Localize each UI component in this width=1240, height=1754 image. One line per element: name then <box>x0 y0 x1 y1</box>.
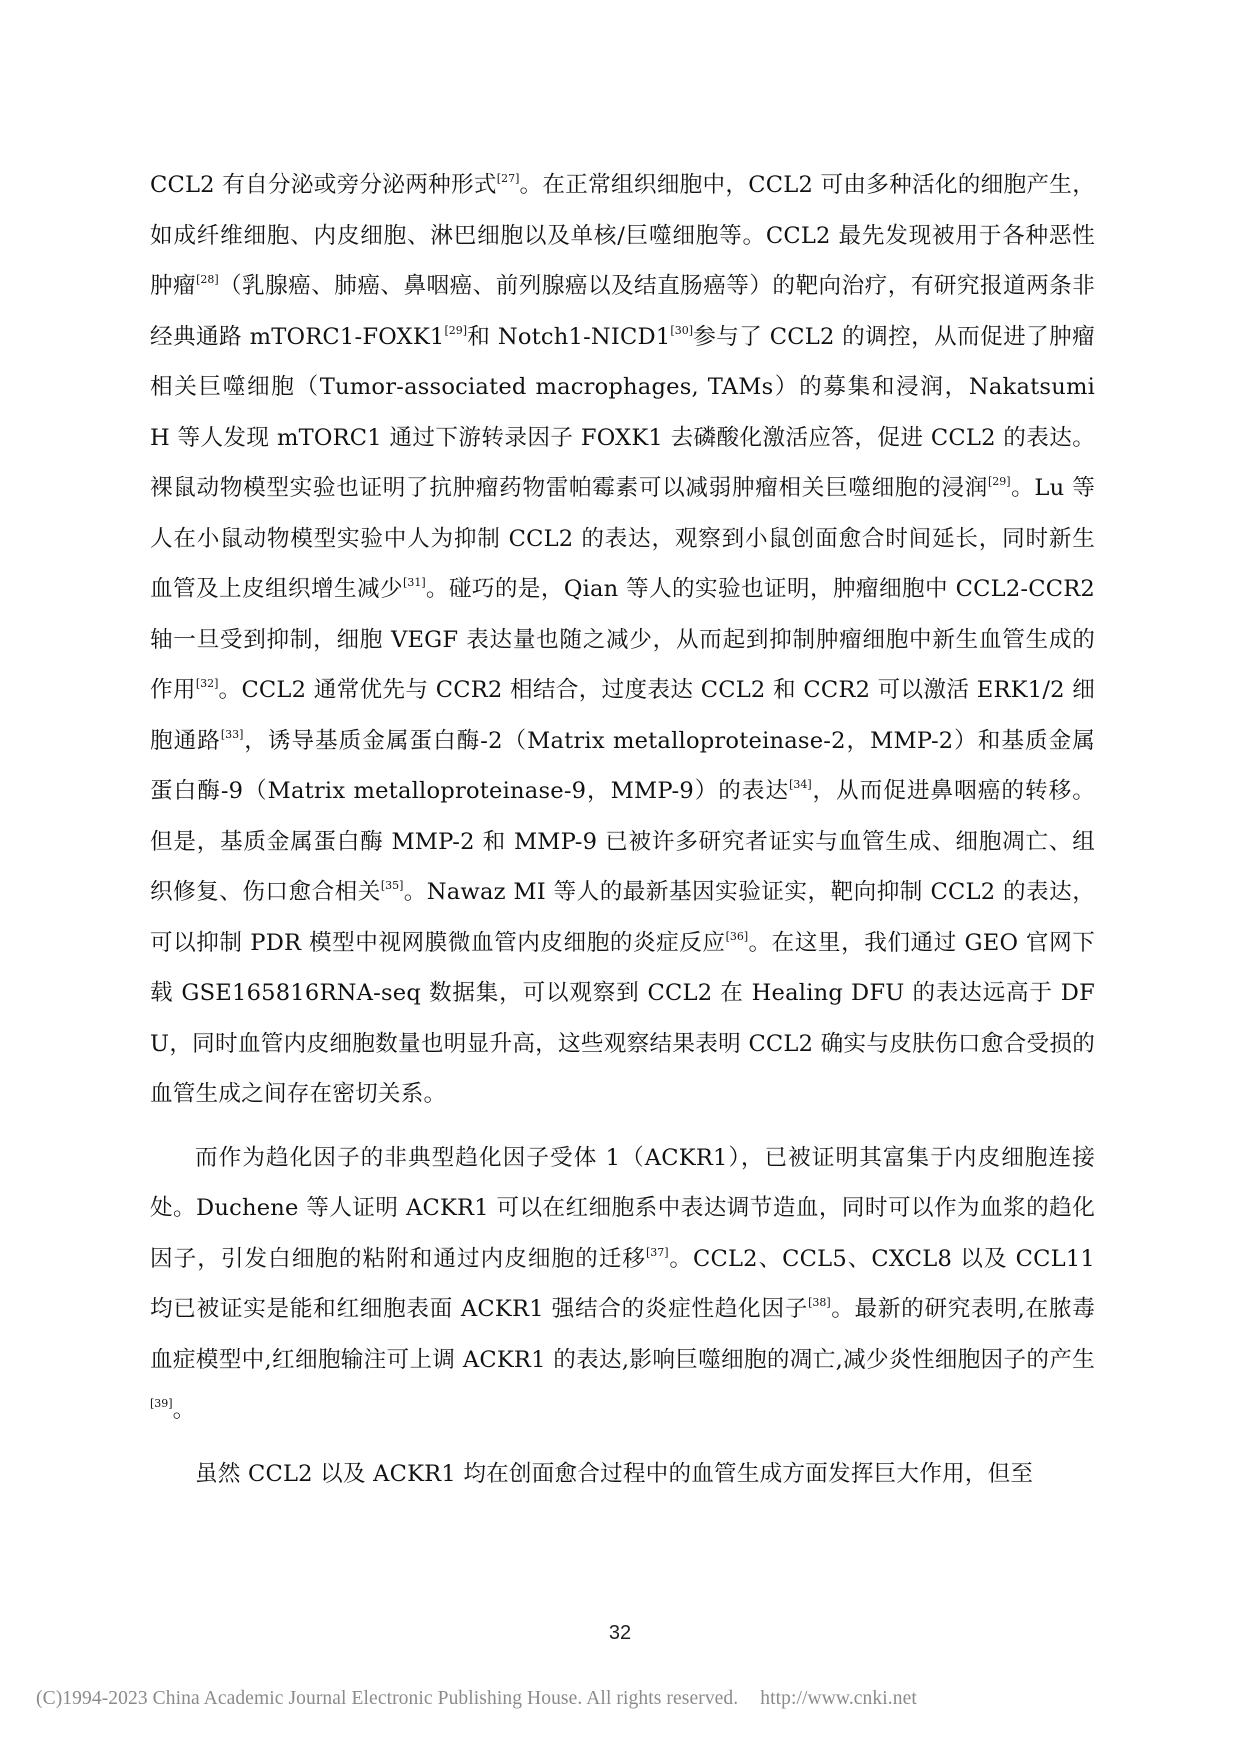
citation-marker: [38] <box>808 1296 831 1309</box>
citation-marker: [32] <box>195 677 219 690</box>
citation-marker: [34] <box>789 778 812 791</box>
body-paragraph <box>150 160 1095 1120</box>
text-segment: 。碰巧的是，Qian 等人的实验也证明，肿瘤细胞中 CCL2-CCR2 轴一旦受到抑制，细胞 VEGF 表达量也随之减少，从而起到抑制肿瘤细胞中新生血管生成的作用 <box>150 576 1095 703</box>
text-segment: 。CCL2 通常优先与 CCR2 相结合，过度表达 CCL2 和 CCR2 可以激活 ERK1/2 细胞通路 <box>150 677 1095 754</box>
citation-marker: [28] <box>196 273 219 286</box>
text-segment: 而作为趋化因子的非典型趋化因子受体 1（ACKR1），已被证明其富集于内皮细胞连接处。Duchene 等人证明 ACKR1 可以在红细胞系中表达调节造血，同时可以作为血浆的趋化因子，引发白细胞的粘附和通过内皮细胞的迁移 <box>150 1144 1095 1272</box>
text-segment: ，从而促进鼻咽癌的转移。但是，基质金属蛋白酶 MMP-2 和 MMP-9 已被许多研究者证实与血管生成、细胞凋亡、组织修复、伤口愈合相关 <box>150 778 1095 905</box>
page-body <box>150 160 1095 1512</box>
text-segment: 。最新的研究表明,在脓毒血症模型中,红细胞输注可上调 ACKR1 的表达,影响巨噬细胞的凋亡,减少炎性细胞因子的产生 <box>150 1296 1095 1373</box>
citation-marker: [31] <box>403 576 426 589</box>
citation-marker: [30] <box>670 323 693 337</box>
footer-url[interactable]: http://www.cnki.net <box>760 1688 917 1709</box>
text-segment: 。在这里，我们通过 GEO 官网下载 GSE165816RNA-seq 数据集，可以观察到 CCL2 在 Healing DFU 的表达远高于 DFU，同时血管内皮细胞数量也明显升高，这些观察结果表明 CCL2 确实与皮肤伤口愈合受损的血管生成之间存在密切关系。 <box>150 929 1096 1107</box>
paragraph-list <box>150 160 1095 1499</box>
text-segment: 参与了 CCL2 的调控，从而促进了肿瘤相关巨噬细胞（Tumor-associated macrophages, TAMs）的募集和浸润，Nakatsumi H 等人发现 mTORC1 通过下游转录因子 FOXK1 去磷酸化激活应答，促进 CCL2 的表达。裸鼠动物模型实验也证明了抗肿瘤药物雷帕霉素可以减弱肿瘤相关巨噬细胞的浸润 <box>150 323 1095 501</box>
text-segment: 虽然 CCL2 以及 ACKR1 均在创面愈合过程中的血管生成方面发挥巨大作用，但至 <box>195 1460 1034 1487</box>
text-segment: 。在正常组织细胞中，CCL2 可由多种活化的细胞产生，如成纤维细胞、内皮细胞、淋巴细胞以及单核/巨噬细胞等。CCL2 最先发现被用于各种恶性肿瘤 <box>150 172 1095 299</box>
text-segment: 。Lu 等人在小鼠动物模型实验中人为抑制 CCL2 的表达，观察到小鼠创面愈合时间延长，同时新生血管及上皮组织增生减少 <box>150 475 1095 602</box>
citation-marker: [36] <box>725 929 749 943</box>
citation-marker: [37] <box>645 1245 669 1259</box>
text-segment: （乳腺癌、肺癌、鼻咽癌、前列腺癌以及结直肠癌等）的靶向治疗，有研究报道两条非经典通路 mTORC1-FOXK1 <box>150 273 1095 350</box>
page-number: 32 <box>608 1622 632 1644</box>
citation-marker: [35] <box>380 879 404 892</box>
text-segment: ，诱导基质金属蛋白酶-2（Matrix metalloproteinase-2，MMP-2）和基质金属蛋白酶-9（Matrix metalloproteinase-9，MMP-9）的表达 <box>150 727 1095 804</box>
body-paragraph <box>150 1133 1095 1436</box>
copyright-footer <box>36 1688 1226 1710</box>
text-segment: 。 <box>172 1397 196 1423</box>
body-paragraph <box>150 1449 1095 1500</box>
citation-marker: [27] <box>496 172 520 185</box>
text-segment: 和 Notch1-NICD1 <box>467 323 671 350</box>
citation-marker: [33] <box>220 727 244 741</box>
text-segment: CCL2 有自分泌或旁分泌两种形式 <box>150 172 497 198</box>
text-segment: 。Nawaz MI 等人的最新基因实验证实，靶向抑制 CCL2 的表达，可以抑制 PDR 模型中视网膜微血管内皮细胞的炎症反应 <box>150 879 1095 956</box>
citation-marker: [29] <box>988 475 1011 488</box>
text-segment: 。CCL2、CCL5、CXCL8 以及 CCL11 均已被证实是能和红细胞表面 ACKR1 强结合的炎症性趋化因子 <box>150 1245 1095 1322</box>
citation-marker: [39] <box>150 1397 173 1410</box>
citation-marker: [29] <box>444 323 468 337</box>
copyright-text: (C)1994-2023 China Academic Journal Electronic Publishing House. All rights reserved. <box>36 1688 739 1709</box>
